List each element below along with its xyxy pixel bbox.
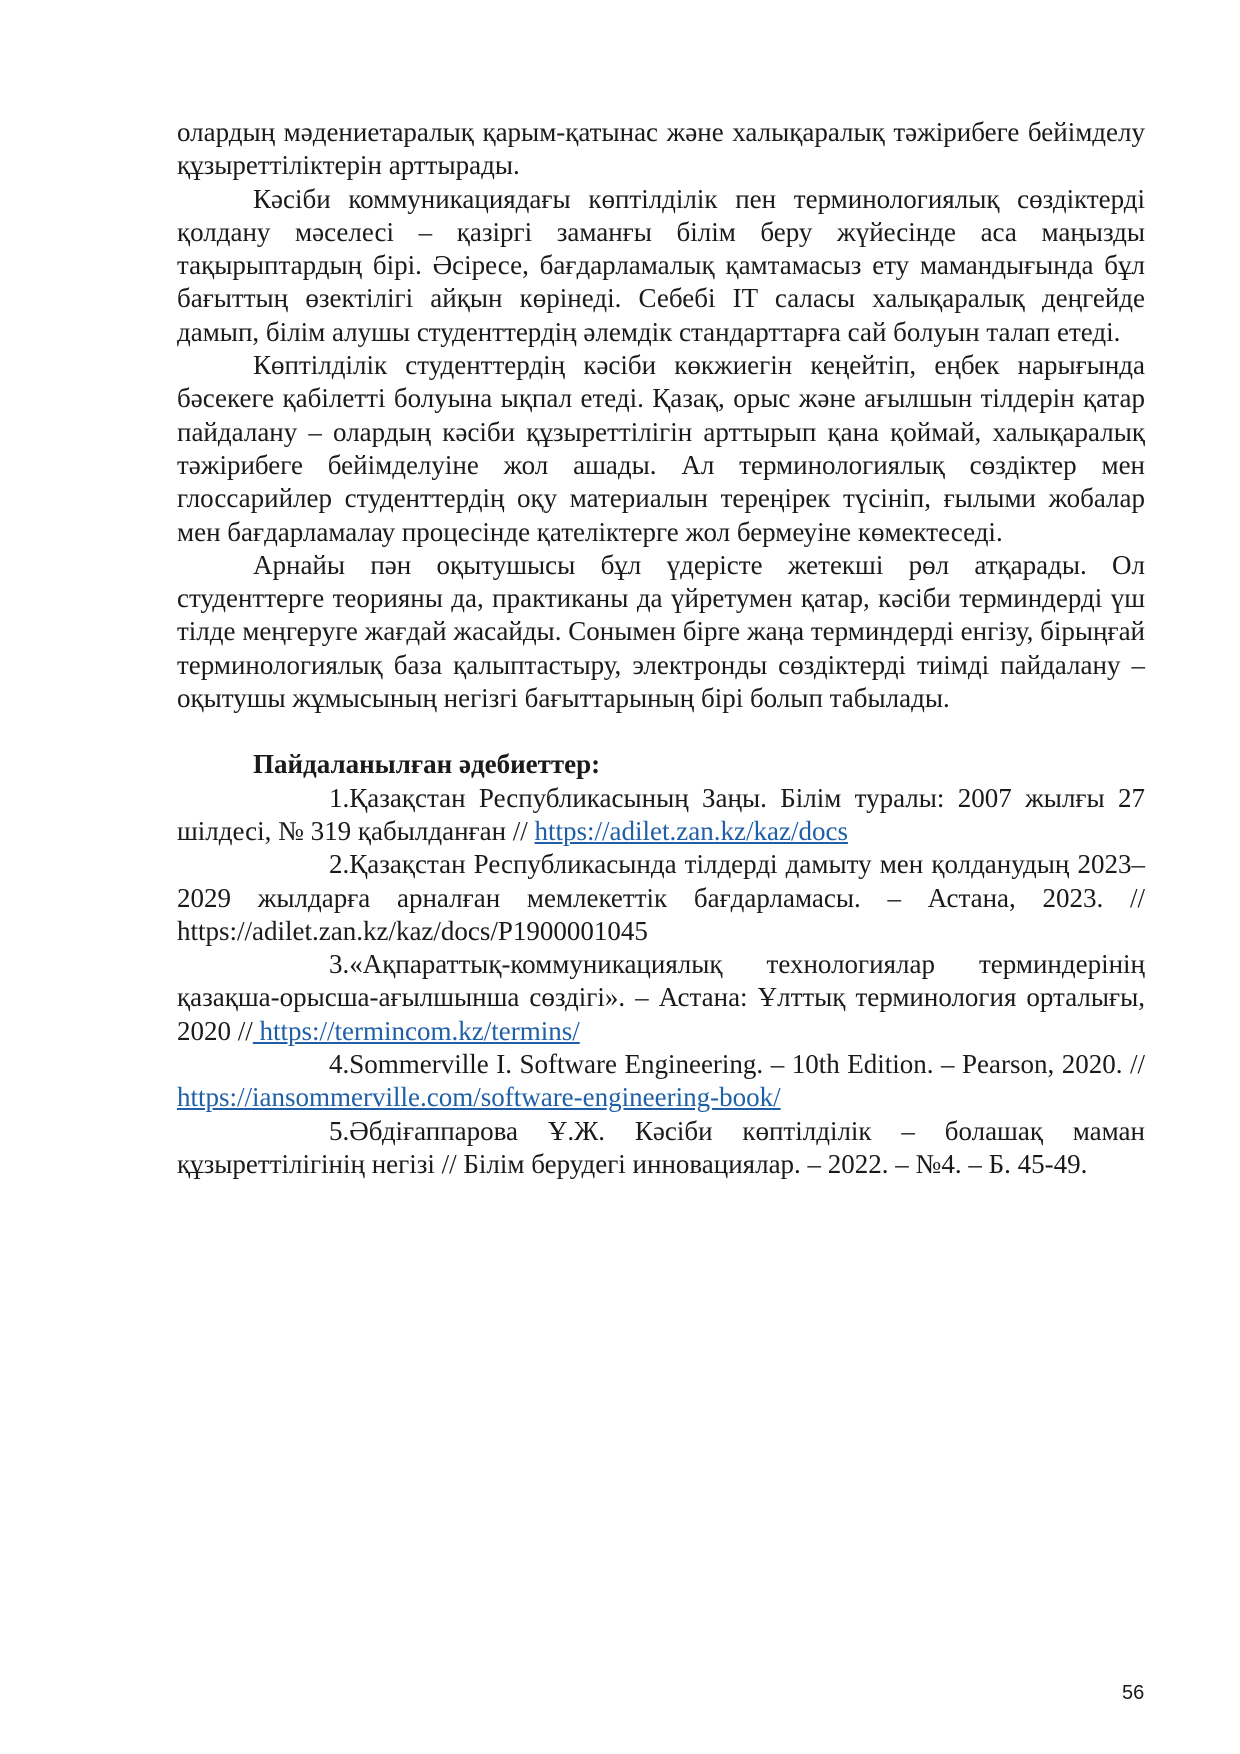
reference-number: 4.	[329, 1049, 350, 1080]
reference-number: 1.	[329, 782, 350, 813]
reference-link[interactable]: https://termincom.kz/termins/	[252, 1015, 580, 1046]
body-paragraph: олардың мәдениетаралық қарым-қатынас және халықаралық тәжірибеге бейімделу құзыреттіліктерін арттырады.	[177, 117, 1145, 181]
references-heading: Пайдаланылған әдебиеттер:	[253, 749, 601, 780]
reference-text: Қазақстан Республикасының Заңы. Білім туралы: 2007 жылғы 27 шілдесі, № 319 қабылданған //	[177, 782, 1145, 846]
reference-text: Sommerville I. Software Engineering. – 10th Edition. – Pearson, 2020. //	[349, 1049, 1145, 1080]
reference-number: 5.	[329, 1115, 350, 1146]
page-number: 56	[1122, 1682, 1145, 1704]
reference-item	[177, 1048, 1145, 1115]
body-paragraph: Көптілділік студенттердің кәсіби көкжиегін кеңейтіп, еңбек нарығында бәсекеге қабілетті болуына ықпал етеді. Қазақ, орыс және ағылшын тілдерін қатар пайдалану – олардың кәсіби құзыреттілігін арттырып қана қоймай, халықаралық тәжірибеге бейімделуіне жол ашады. Ал терминологиялық сөздіктер мен глоссарийлер студенттердің оқу материалын тереңірек түсініп, ғылыми жобалар мен бағдарламалау процесінде қателіктерге жол бермеуіне көмектеседі.	[177, 350, 1145, 547]
reference-number: 3.	[329, 949, 350, 980]
reference-item	[177, 782, 1145, 849]
reference-url: https://adilet.zan.kz/kaz/docs/P1900001045	[177, 915, 648, 946]
body-paragraph: Арнайы пән оқытушысы бұл үдерісте жетекші рөл атқарады. Ол студенттерге теорияны да, практиканы да үйретумен қатар, кәсіби терминдерді үш тілде меңгеруге жағдай жасайды. Сонымен бірге жаңа терминдерді енгізу, бірыңғай терминологиялық база қалыптастыру, электронды сөздіктерді тиімді пайдалану – оқытушы жұмысының негізгі бағыттарының бірі болып табылады.	[177, 549, 1145, 714]
reference-item	[177, 1115, 1145, 1182]
body-paragraph: Кәсіби коммуникациядағы көптілділік пен терминологиялық сөздіктерді қолдану мәселесі – қазіргі заманғы білім беру жүйесінде аса маңызды тақырыптардың бірі. Әсіресе, бағдарламалық қамтамасыз ету мамандығында бұл бағыттың өзектілігі айқын көрінеді. Себебі IT саласы халықаралық деңгейде дамып, білім алушы студенттердің әлемдік стандарттарға сай болуын талап етеді.	[177, 183, 1145, 347]
reference-item	[177, 848, 1145, 948]
reference-item	[177, 948, 1145, 1048]
document-body	[177, 116, 1145, 1181]
reference-link[interactable]: https://iansommerville.com/software-engineering-book/	[177, 1082, 781, 1113]
reference-text: Әбдіғаппарова Ұ.Ж. Кәсіби көптілділік – болашақ маман құзыреттілігінің негізі // Білім берудегі инновациялар. – 2022. – №4. – Б. 45-49.	[177, 1115, 1145, 1179]
reference-number: 2.	[329, 849, 350, 880]
references-list	[177, 782, 1145, 1182]
reference-link[interactable]: https://adilet.zan.kz/kaz/docs	[534, 815, 848, 846]
reference-text: Қазақстан Республикасында тілдерді дамыту мен қолданудың 2023–2029 жылдарға арналған мемлекеттік бағдарламасы. – Астана, 2023. //	[177, 849, 1145, 913]
reference-text: «Ақпараттық-коммуникациялық технологиялар терминдерінің қазақша-орысша-ағылшынша сөздігі». – Астана: Ұлттық терминология орталығы, 2020 //	[177, 949, 1145, 1046]
